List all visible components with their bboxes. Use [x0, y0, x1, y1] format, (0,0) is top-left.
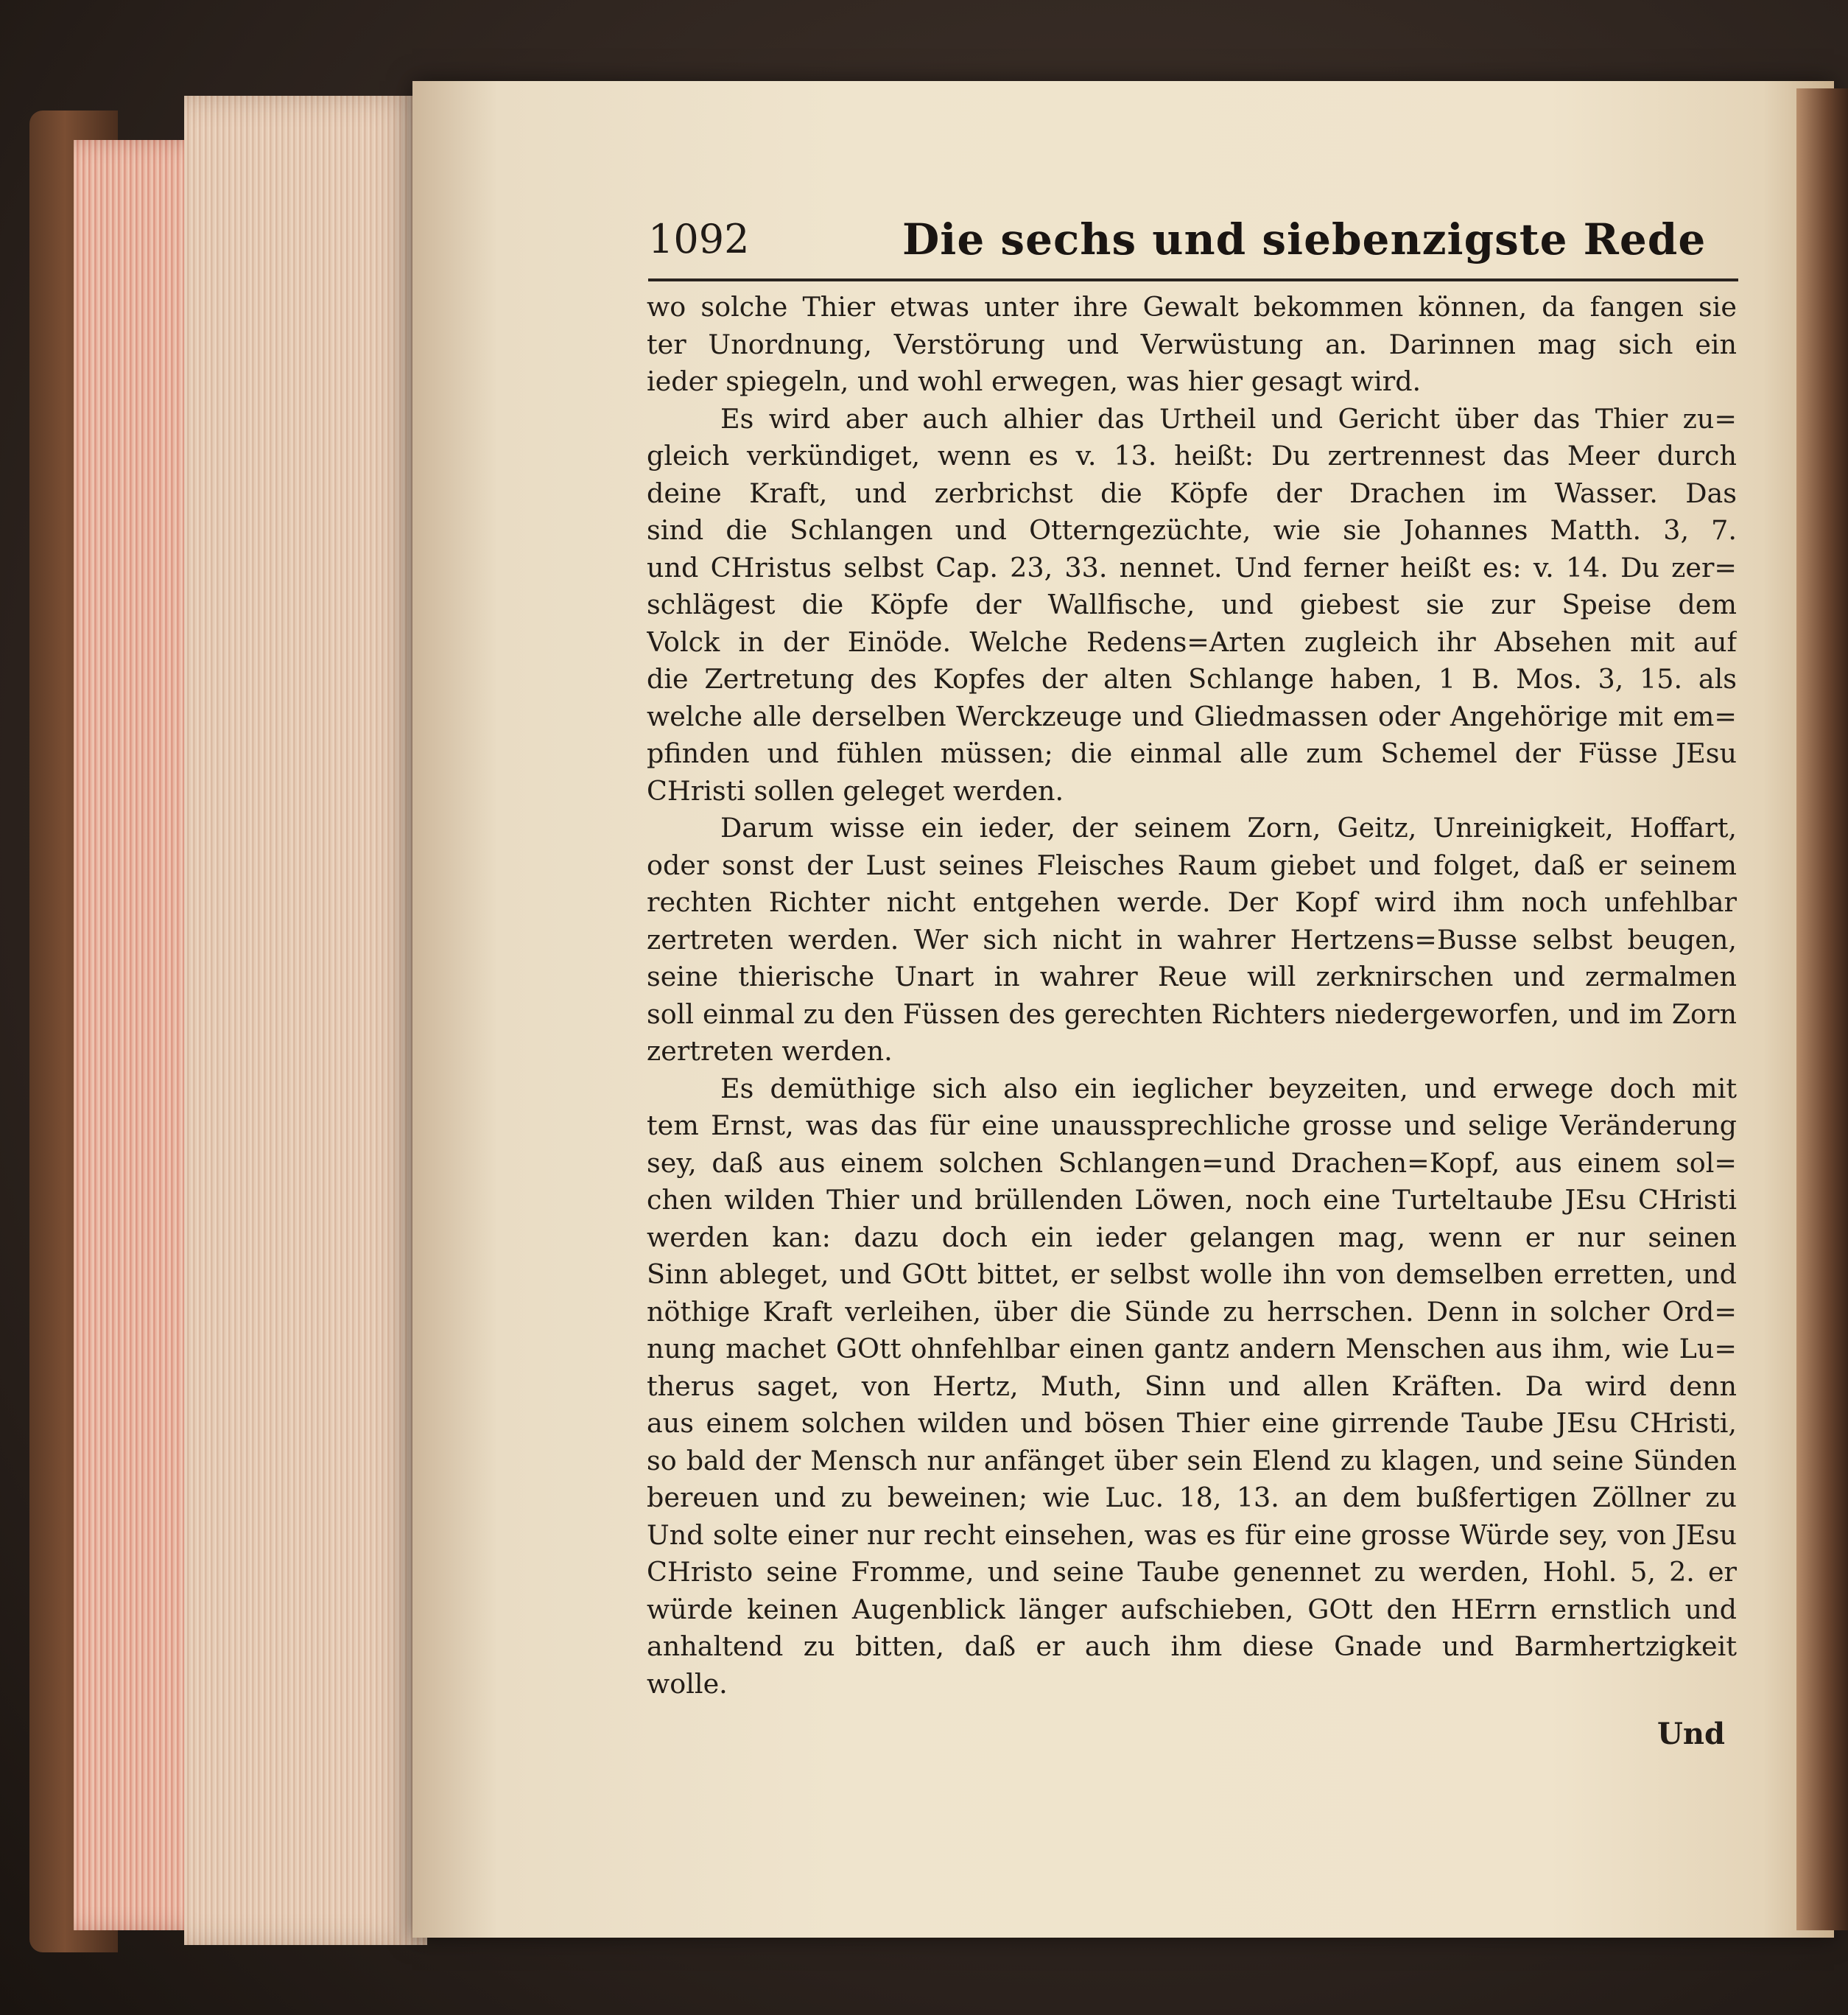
text-line: anhaltend zu bitten, daß er auch ihm diese Gnade und Barmhertzigkeit — [647, 1630, 1737, 1662]
page-edges-inner — [184, 96, 427, 1945]
text-line: werden kan: dazu doch ein ieder gelangen mag, wenn er nur seinen — [647, 1221, 1737, 1253]
text-line: würde keinen Augenblick länger aufschieben, GOtt den HErrn ernstlich und — [647, 1593, 1737, 1625]
header-rule — [648, 278, 1738, 281]
text-line: und CHristus selbst Cap. 23, 33. nennet. Und ferner heißt es: v. 14. Du zer= — [647, 551, 1737, 584]
body-text — [647, 289, 1737, 1703]
text-line: nung machet GOtt ohnfehlbar einen gantz andern Menschen aus ihm, wie Lu= — [647, 1333, 1737, 1364]
text-line: therus saget, von Hertz, Muth, Sinn und allen Kräften. Da wird denn — [647, 1370, 1737, 1402]
text-line: Und solte einer nur recht einsehen, was es für eine grosse Würde sey, von JEsu — [647, 1518, 1737, 1551]
text-line: oder sonst der Lust seines Fleisches Raum giebet und folget, daß er seinem — [647, 849, 1737, 881]
text-line: aus einem solchen wilden und bösen Thier eine girrende Taube JEsu CHristi, — [647, 1407, 1737, 1439]
text-line: schlägest die Köpfe der Wallfische, und giebest sie zur Speise dem — [647, 589, 1737, 620]
text-line: pfinden und fühlen müssen; die einmal alle zum Schemel der Füsse JEsu — [647, 737, 1737, 769]
text-line: bereuen und zu beweinen; wie Luc. 18, 13. an dem bußfertigen Zöllner zu — [647, 1482, 1737, 1513]
text-line: chen wilden Thier und brüllenden Löwen, noch eine Turteltaube JEsu CHristi — [647, 1184, 1737, 1216]
text-line: Es demüthige sich also ein ieglicher beyzeiten, und erwege doch mit — [720, 1072, 1737, 1104]
text-line: nöthige Kraft verleihen, über die Sünde zu herrschen. Denn in solcher Ord= — [647, 1295, 1737, 1328]
text-line: seine thierische Unart in wahrer Reue will zerknirschen und zermalmen — [647, 961, 1737, 992]
text-line: soll einmal zu den Füssen des gerechten Richters niedergeworfen, und im Zorn — [647, 998, 1737, 1030]
text-line: die Zertretung des Kopfes der alten Schlange haben, 1 B. Mos. 3, 15. als — [647, 663, 1737, 695]
text-line: gleich verkündiget, wenn es v. 13. heißt: Du zertrennest das Meer durch — [647, 440, 1737, 472]
text-line: Sinn ableget, und GOtt bittet, er selbst wolle ihn von demselben erretten, und — [647, 1258, 1737, 1290]
running-title: Die sechs und siebenzigste Rede — [902, 214, 1707, 264]
text-line: welche alle derselben Werckzeuge und Gliedmassen oder Angehörige mit em= — [647, 700, 1737, 732]
text-line: so bald der Mensch nur anfänget über sein Elend zu klagen, und seine Sünden — [647, 1444, 1737, 1476]
text-line: rechten Richter nicht entgehen werde. Der Kopf wird ihm noch unfehlbar — [647, 886, 1737, 918]
book-cover-right — [1796, 88, 1848, 1930]
text-line: CHristo seine Fromme, und seine Taube genennet zu werden, Hohl. 5, 2. er — [647, 1556, 1737, 1588]
text-line: wo solche Thier etwas unter ihre Gewalt bekommen können, da fangen sie — [647, 291, 1737, 323]
text-line: zertreten werden. Wer sich nicht in wahrer Hertzens=Busse selbst beugen, — [647, 923, 1737, 956]
text-line: ter Unordnung, Verstörung und Verwüstung an. Darinnen mag sich ein — [647, 328, 1737, 360]
page-header — [648, 214, 1738, 265]
text-line: Darum wisse ein ieder, der seinem Zorn, Geitz, Unreinigkeit, Hoffart, — [720, 812, 1737, 844]
text-line: sey, daß aus einem solchen Schlangen=und Drachen=Kopf, aus einem sol= — [647, 1146, 1737, 1179]
text-line: deine Kraft, und zerbrichst die Köpfe der Drachen im Wasser. Das — [647, 477, 1737, 509]
text-line: ieder spiegeln, und wohl erwegen, was hier gesagt wird. — [647, 365, 1422, 397]
text-line: wolle. — [647, 1667, 728, 1700]
text-line: zertreten werden. — [647, 1035, 893, 1067]
text-line: Es wird aber auch alhier das Urtheil und Gericht über das Thier zu= — [720, 402, 1737, 435]
catchword: Und — [1657, 1717, 1725, 1751]
text-line: Volck in der Einöde. Welche Redens=Arten zugleich ihr Absehen mit auf — [647, 625, 1737, 658]
text-line: CHristi sollen geleget werden. — [647, 774, 1064, 807]
text-line: tem Ernst, was das für eine unaussprechliche grosse und selige Veränderung — [647, 1110, 1737, 1141]
page-number: 1092 — [648, 216, 750, 262]
text-line: sind die Schlangen und Otterngezüchte, wie sie Johannes Matth. 3, 7. — [647, 514, 1737, 546]
